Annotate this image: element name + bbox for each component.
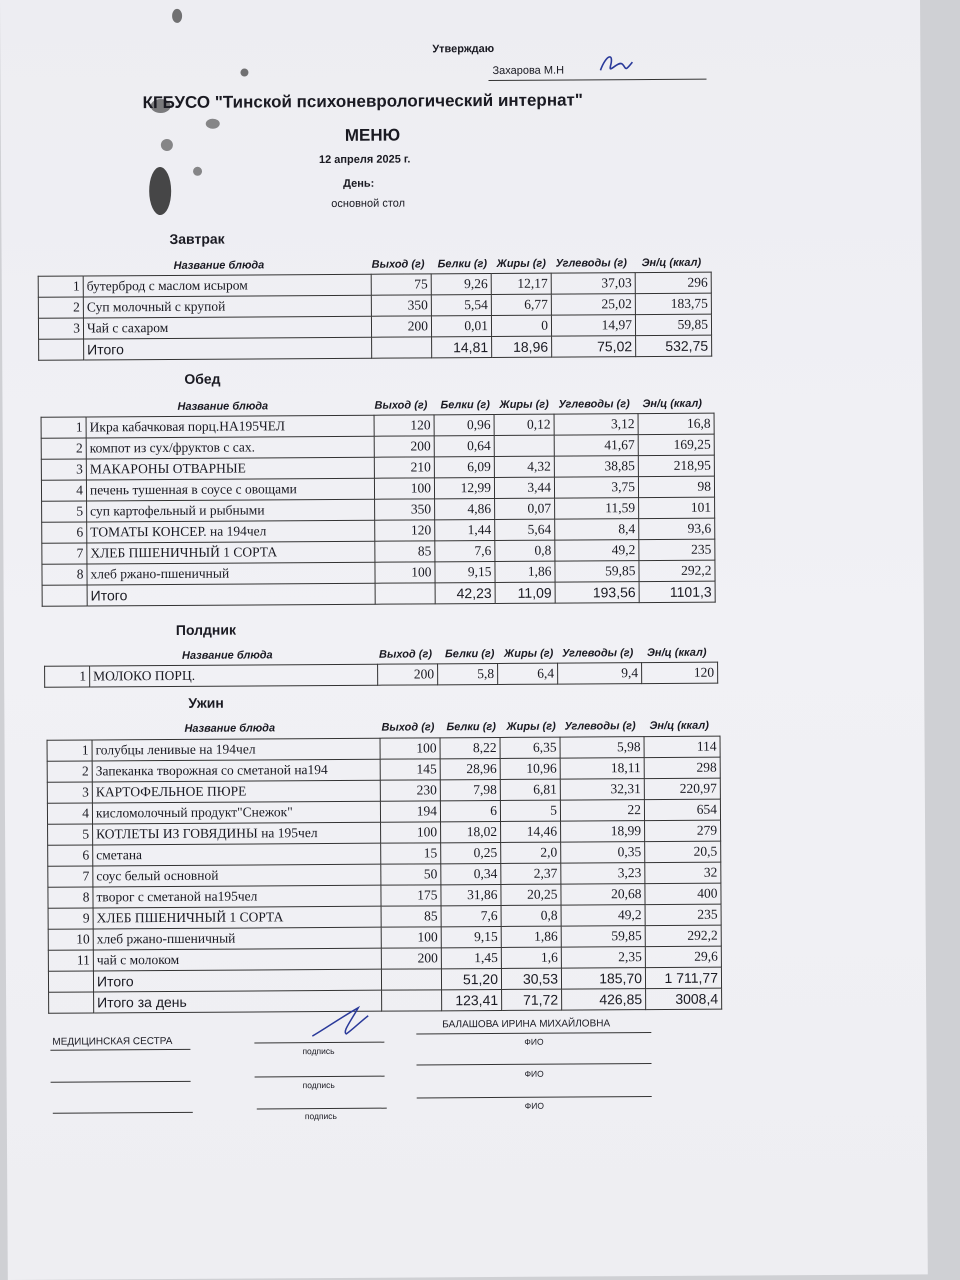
table-row: 2 Суп молочный с крупой 350 5,54 6,77 25,02 183,75 <box>38 293 711 318</box>
menu-date: 12 апреля 2025 г. <box>318 153 411 167</box>
table-row: 2 компот из сух/фруктов с сах. 200 0,64 41,67 169,25 <box>41 434 714 459</box>
total-row: Итого 14,81 18,96 75,02 532,75 <box>39 335 712 360</box>
table-row: 5 КОТЛЕТЫ ИЗ ГОВЯДИНЫ на 195чел 100 18,02 14,46 18,99 279 <box>48 820 721 845</box>
section-title-breakfast: Завтрак <box>169 230 225 247</box>
approve-label: Утверждаю <box>432 42 495 56</box>
nurse-signature <box>306 1002 376 1042</box>
org-name: КГБУСО "Тинской психоневрологический интернат" <box>142 90 583 113</box>
total-row: Итого 51,20 30,53 185,70 1 711,77 <box>48 967 721 992</box>
table-row: 10 хлеб ржано-пшеничный 100 9,15 1,86 59,85 292,2 <box>48 925 721 950</box>
col-c: Углеводы (г) <box>555 257 627 270</box>
section-title-snack: Полдник <box>175 621 237 638</box>
table-row: 5 суп картофельный и рыбными 350 4,86 0,07 11,59 101 <box>42 497 715 522</box>
col-out: Выход (г) <box>371 258 425 271</box>
breakfast-table <box>38 272 713 361</box>
approver-signature <box>596 50 636 80</box>
section-title-lunch: Обед <box>184 370 221 387</box>
approver-name: Захарова М.Н <box>492 64 565 77</box>
page-title: МЕНЮ <box>344 125 401 145</box>
section-title-dinner: Ужин <box>188 694 224 711</box>
table-type: основной стол <box>331 197 406 210</box>
table-row: 3 КАРТОФЕЛЬНОЕ ПЮРЕ 230 7,98 6,81 32,31 220,97 <box>47 778 720 803</box>
sign-caption-3: подпись <box>304 1110 337 1122</box>
signer-name: БАЛАШОВА ИРИНА МИХАЙЛОВНА <box>442 1018 611 1031</box>
column-header-lunch: Название блюда Выход (г) Белки (г) Жиры (г) Углеводы (г) Эн/ц (ккал) <box>177 397 703 413</box>
col-e: Эн/ц (ккал) <box>641 256 702 270</box>
table-row: 3 Чай с сахаром 200 0,01 0 14,97 59,85 <box>38 314 711 339</box>
lunch-table <box>41 413 716 607</box>
snack-table <box>44 662 718 688</box>
fio-caption-1: ФИО <box>524 1036 544 1047</box>
table-row: 4 печень тушенная в соусе с овощами 100 12,99 3,44 3,75 98 <box>41 476 714 501</box>
sign-caption-1: подпись <box>302 1045 335 1057</box>
role-nurse: МЕДИЦИНСКАЯ СЕСТРА <box>52 1035 173 1048</box>
table-row: 8 творог с сметаной на195чел 175 31,86 20,25 20,68 400 <box>48 883 721 908</box>
table-row: 9 ХЛЕБ ПШЕНИЧНЫЙ 1 СОРТА 85 7,6 0,8 49,2 235 <box>48 904 721 929</box>
table-row: 1 голубцы ленивые на 194чел 100 8,22 6,35 5,98 114 <box>47 736 720 761</box>
table-row: 6 сметана 15 0,25 2,0 0,35 20,5 <box>48 841 721 866</box>
fio-caption-2: ФИО <box>524 1068 544 1079</box>
table-row: 8 хлеб ржано-пшеничный 100 9,15 1,86 59,85 292,2 <box>42 560 715 585</box>
total-row: Итого 42,23 11,09 193,56 1101,3 <box>42 581 715 606</box>
col-f: Жиры (г) <box>496 257 546 270</box>
day-total-row: Итого за день 123,41 71,72 426,85 3008,4 <box>49 988 722 1013</box>
column-header-dinner: Название блюда Выход (г) Белки (г) Жиры (г) Углеводы (г) Эн/ц (ккал) <box>184 719 709 735</box>
table-row: 1 МОЛОКО ПОРЦ. 200 5,8 6,4 9,4 120 <box>45 662 718 687</box>
table-row: 6 ТОМАТЫ КОНСЕР. на 194чел 120 1,44 5,64 8,4 93,6 <box>42 518 715 543</box>
table-row: 1 Икра кабачковая порц.НА195ЧЕЛ 120 0,96 0,12 3,12 16,8 <box>41 413 714 438</box>
day-label: День: <box>343 177 375 190</box>
col-name: Название блюда <box>173 259 265 272</box>
table-row: 11 чай с молоком 200 1,45 1,6 2,35 29,6 <box>48 946 721 971</box>
column-header-snack: Название блюда Выход (г) Белки (г) Жиры (г) Углеводы (г) Эн/ц (ккал) <box>181 646 707 662</box>
sign-caption-2: подпись <box>302 1079 335 1091</box>
table-row: 3 МАКАРОНЫ ОТВАРНЫЕ 210 6,09 4,32 38,85 218,95 <box>41 455 714 480</box>
table-row: 7 ХЛЕБ ПШЕНИЧНЫЙ 1 СОРТА 85 7,6 0,8 49,2 235 <box>42 539 715 564</box>
fio-caption-3: ФИО <box>524 1100 544 1111</box>
table-row: 1 бутерброд с маслом исыром 75 9,26 12,17 37,03 296 <box>38 272 711 297</box>
table-row: 7 соус белый основной 50 0,34 2,37 3,23 32 <box>48 862 721 887</box>
table-row: 2 Запеканка творожная со сметаной на194 145 28,96 10,96 18,11 298 <box>47 757 720 782</box>
table-row: 4 кисломолочный продукт"Снежок" 194 6 5 22 654 <box>47 799 720 824</box>
col-b: Белки (г) <box>437 258 488 271</box>
dinner-table <box>47 736 723 1014</box>
